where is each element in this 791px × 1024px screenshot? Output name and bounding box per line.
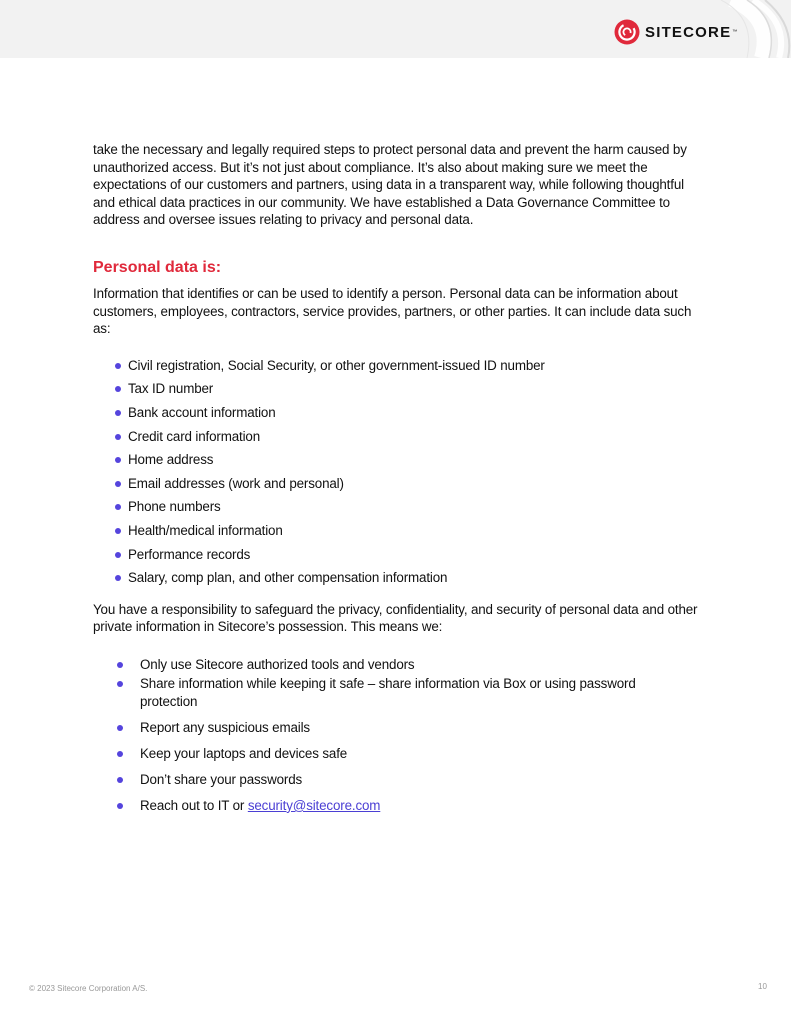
bullet-icon <box>117 777 123 783</box>
list-item-text: Credit card information <box>128 428 260 444</box>
security-email-link[interactable]: security@sitecore.com <box>247 797 381 813</box>
list-item <box>115 380 703 404</box>
list-item-text: Performance records <box>128 546 251 562</box>
bullet-icon <box>115 410 121 416</box>
main-content <box>93 141 703 823</box>
bullet-icon <box>115 575 121 581</box>
list-item <box>117 675 680 710</box>
list-item-text: Tax ID number <box>128 381 214 397</box>
list-item-text: Keep your laptops and devices safe <box>140 745 348 761</box>
list-item-text: Only use Sitecore authorized tools and vendors <box>140 656 415 672</box>
responsibility-paragraph: You have a responsibility to safeguard the privacy, confidentiality, and security of personal data and other private information in Sitecore’s possession. This means we: <box>93 601 698 635</box>
section-description: Information that identifies or can be used to identify a person. Personal data can be information about customers, employees, contractors, service provides, partners, or other parties. It can include data such as: <box>93 285 692 337</box>
logo-wordmark: SITECORE <box>645 23 732 41</box>
list-item-text: Email addresses (work and personal) <box>128 475 344 491</box>
list-item-text: Share information while keeping it safe – share information via Box or using password protection <box>140 675 636 709</box>
list-item-text: Health/medical information <box>128 522 283 538</box>
list-item <box>115 522 703 546</box>
list-item <box>115 428 703 452</box>
bullet-icon <box>115 504 121 510</box>
section-heading: Personal data is: <box>93 258 222 276</box>
list-item-text: Bank account information <box>128 404 276 420</box>
bullet-icon <box>115 386 121 392</box>
bullet-icon <box>115 552 121 558</box>
list-item <box>117 771 680 789</box>
bullet-icon <box>115 363 121 369</box>
list-item <box>117 656 680 674</box>
list-item <box>115 498 703 522</box>
page-number: 10 <box>758 982 767 991</box>
bullet-icon <box>117 751 123 757</box>
sitecore-logo-icon <box>614 19 640 45</box>
actions-list <box>117 656 703 815</box>
intro-paragraph: take the necessary and legally required steps to protect personal data and prevent the harm caused by unauthorized access. But it’s not just about compliance. It’s also about making sure we meet the expectations of our customers and partners, using data in a transparent way, while following thoughtful and ethical data practices in our community. We have established a Data Governance Committee to address and oversee issues relating to privacy and personal data. <box>93 142 687 228</box>
bullet-icon <box>115 434 121 440</box>
list-item-text: Salary, comp plan, and other compensation information <box>128 570 448 586</box>
contact-prefix: Reach out to IT or <box>140 797 248 813</box>
bullet-icon <box>117 662 123 668</box>
bullet-icon <box>117 681 123 687</box>
sitecore-logo <box>614 18 737 46</box>
list-item <box>115 404 703 428</box>
personal-data-list <box>115 357 703 593</box>
list-item-text: Report any suspicious emails <box>140 719 310 735</box>
list-item <box>117 719 680 737</box>
bullet-icon <box>115 481 121 487</box>
bullet-icon <box>117 803 123 809</box>
list-item <box>115 451 703 475</box>
list-item-text: Home address <box>128 452 214 468</box>
contact-item <box>117 797 680 815</box>
list-item <box>117 745 680 763</box>
list-item-text: Civil registration, Social Security, or other government-issued ID number <box>128 357 545 373</box>
page-header <box>0 0 791 58</box>
logo-trademark: ™ <box>732 29 738 35</box>
list-item-text: Phone numbers <box>128 499 221 515</box>
bullet-icon <box>117 725 123 731</box>
list-item <box>115 546 703 570</box>
list-item-text: Don’t share your passwords <box>140 771 303 787</box>
list-item <box>115 475 703 499</box>
list-item <box>115 357 703 381</box>
bullet-icon <box>115 528 121 534</box>
footer-copyright: © 2023 Sitecore Corporation A/S. <box>29 984 148 993</box>
bullet-icon <box>115 457 121 463</box>
list-item <box>115 569 703 593</box>
